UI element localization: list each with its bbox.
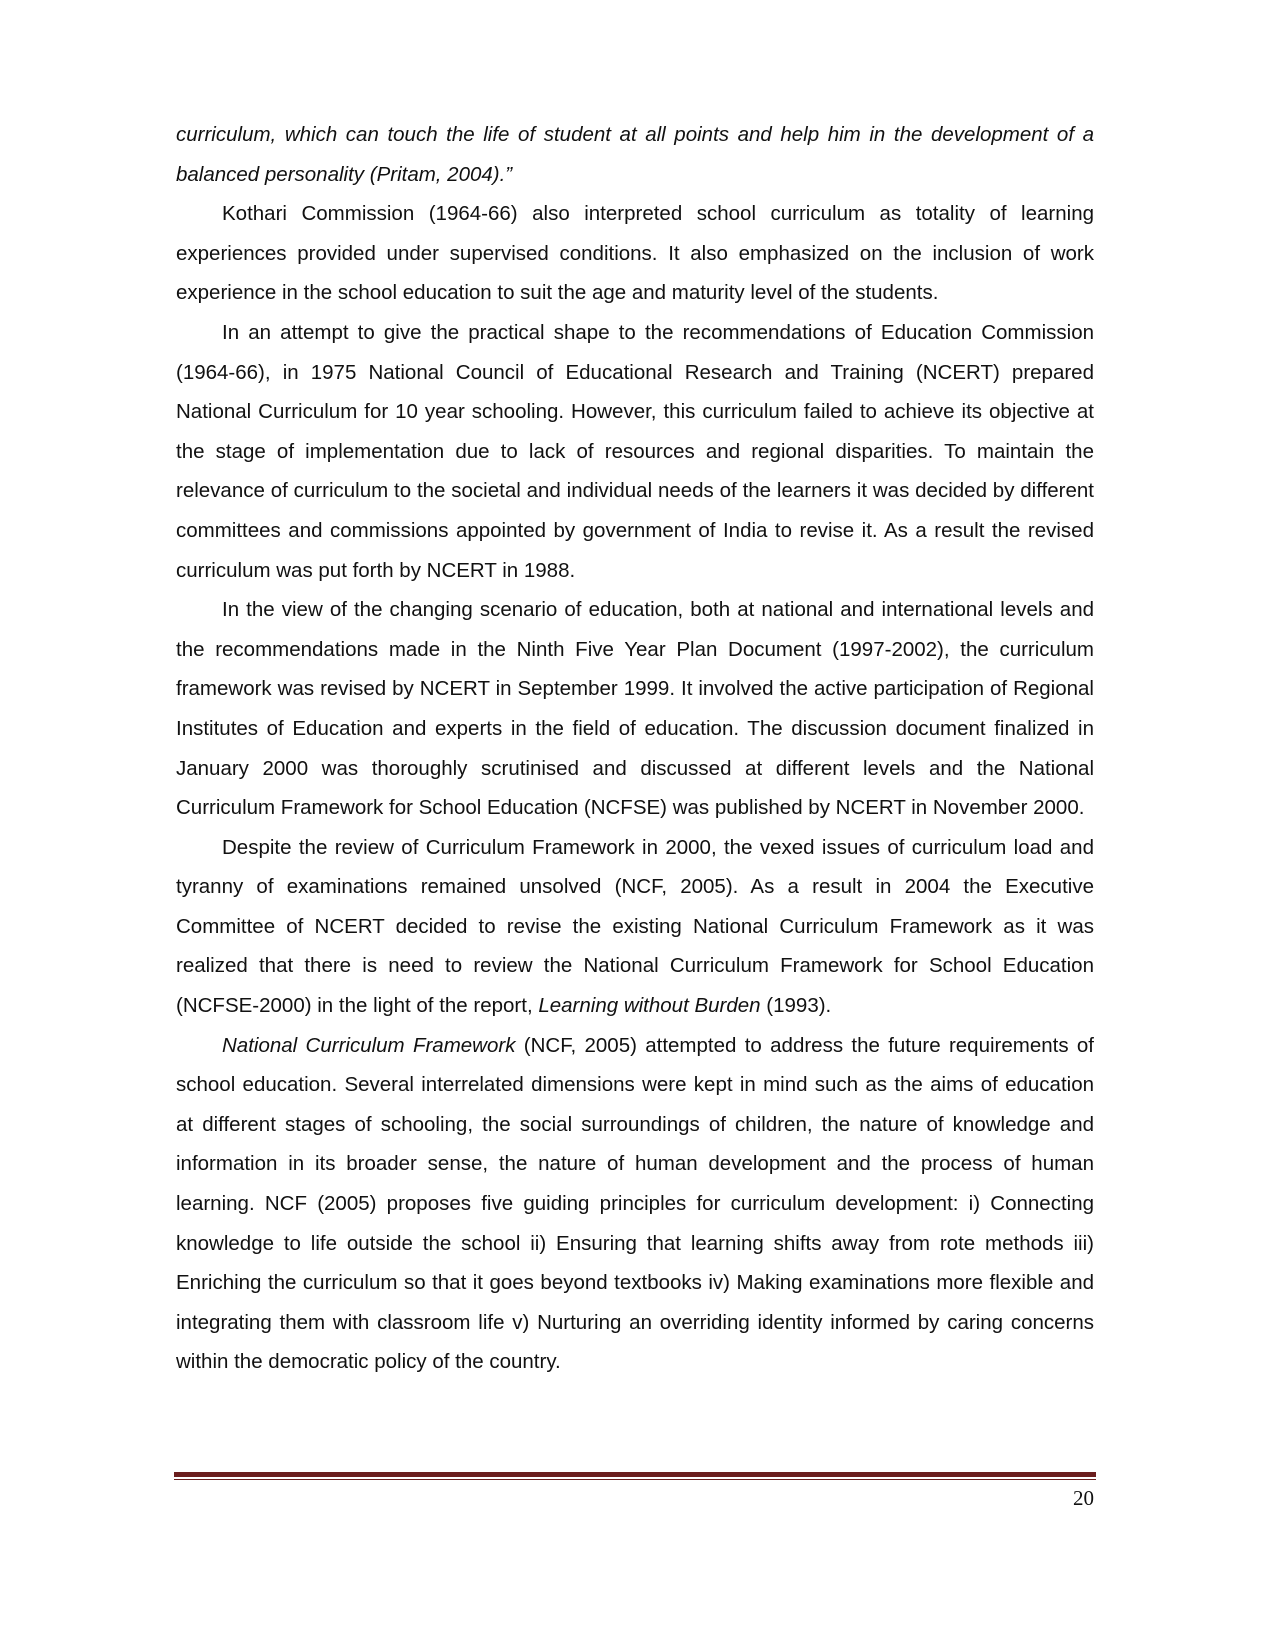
ncf-revision-paragraph <box>176 828 1094 1026</box>
ncfse-2000-paragraph: In the view of the changing scenario of education, both at national and international levels and the recommendations made in the Ninth Five Year Plan Document (1997-2002), the curriculum framework was revised by NCERT in September 1999. It involved the active participation of Regional Institutes of Education and experts in the field of education. The discussion document finalized in January 2000 was thoroughly scrutinised and discussed at different levels and the National Curriculum Framework for School Education (NCFSE) was published by NCERT in November 2000. <box>176 598 1094 820</box>
report-title: Learning without Burden <box>538 994 761 1018</box>
quote-continuation-paragraph: curriculum, which can touch the life of student at all points and help him in the development of a balanced personality (Pritam, 2004).” <box>176 123 1094 186</box>
ncf-revision-text: Despite the review of Curriculum Framework in 2000, the vexed issues of curriculum load and tyranny of examinations remained unsolved (NCF, 2005). As a result in 2004 the Executive Committee of NCERT decided to revise the existing National Curriculum Framework as it was realized that there is need to review the National Curriculum Framework for School Education (NCFSE-2000) in the light of the report, <box>176 835 1094 1018</box>
footer-rule-thin <box>174 1479 1096 1480</box>
ncert-1975-paragraph: In an attempt to give the practical shape to the recommendations of Education Commission (1964-66), in 1975 National Council of Educational Research and Training (NCERT) prepared National Curriculum for 10 year schooling. However, this curriculum failed to achieve its objective at the stage of implementation due to lack of resources and regional disparities. To maintain the relevance of curriculum to the societal and individual needs of the learners it was decided by different committees and commissions appointed by government of India to revise it. As a result the revised curriculum was put forth by NCERT in 1988. <box>176 320 1094 582</box>
kothari-commission-paragraph: Kothari Commission (1964-66) also interpreted school curriculum as totality of learning experiences provided under supervised conditions. It also emphasized on the inclusion of work experience in the school education to suit the age and maturity level of the students. <box>176 202 1094 305</box>
ncf-2005-text: (NCF, 2005) attempted to address the future requirements of school education. Several interrelated dimensions were kept in mind such as the aims of education at different stages of schooling, the social surroundings of children, the nature of knowledge and information in its broader sense, the nature of human development and the process of human learning. NCF (2005) proposes five guiding principles for curriculum development: i) Connecting knowledge to life outside the school ii) Ensuring that learning shifts away from rote methods iii) Enriching the curriculum so that it goes beyond textbooks iv) Making examinations more flexible and integrating them with classroom life v) Nurturing an overriding identity informed by caring concerns within the democratic policy of the country. <box>176 1033 1095 1374</box>
report-year: (1993). <box>760 994 832 1018</box>
ncf-2005-paragraph <box>176 1026 1094 1382</box>
page-body <box>176 115 1094 1382</box>
ncf-title: National Curriculum Framework <box>222 1033 516 1057</box>
page-number: 20 <box>1073 1486 1094 1510</box>
footer-rule <box>174 1472 1096 1480</box>
footer-rule-thick <box>174 1472 1096 1477</box>
